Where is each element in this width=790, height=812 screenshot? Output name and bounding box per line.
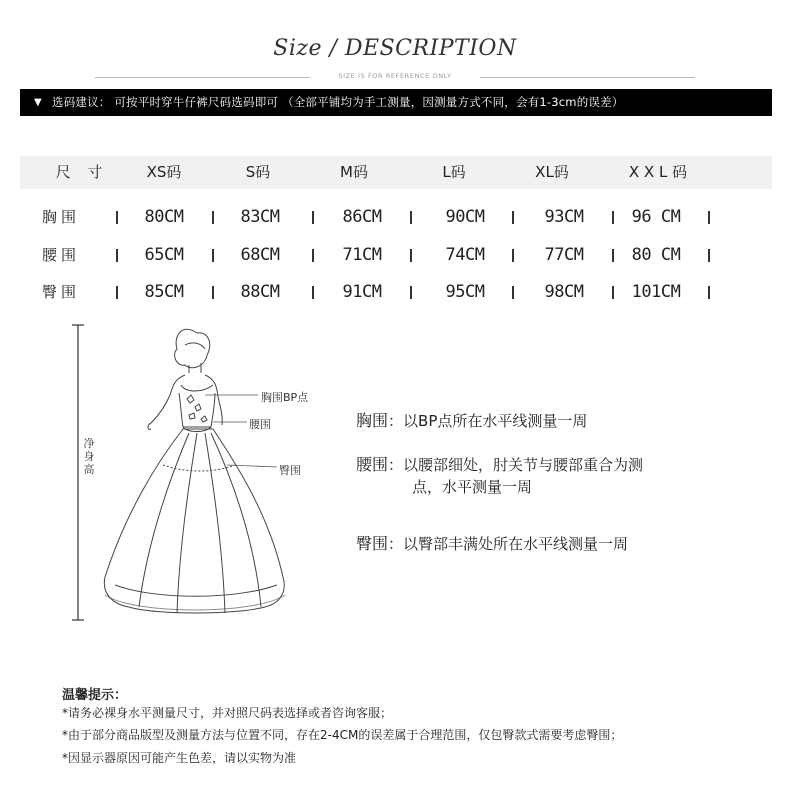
divider	[480, 77, 695, 78]
dress-figure-illustration	[55, 315, 355, 640]
measure-note-colon: ：	[388, 456, 404, 474]
waist-label: 腰围	[249, 418, 271, 431]
triangle-down-icon: ▼	[34, 97, 42, 108]
table-row-bust	[20, 202, 772, 232]
separator	[312, 286, 314, 299]
row-label: 腰围	[42, 246, 81, 264]
measure-note-text: 以臀部丰满处所在水平线测量一周	[403, 535, 629, 553]
table-cell: 80 CM	[631, 245, 681, 265]
measure-note-key: 臀围	[356, 534, 389, 553]
figure-skirt	[104, 429, 285, 613]
header-col-m: M码	[340, 163, 368, 181]
table-row-hip	[20, 277, 772, 307]
page-title: Size / DESCRIPTION	[273, 36, 517, 61]
separator	[116, 249, 118, 262]
separator	[116, 211, 118, 224]
tip-item: *由于部分商品版型及测量方法与位置不同，存在2-4CM的误差属于合理范围，仅包臀款式需要考虑臀围；	[62, 728, 623, 742]
measure-note-waist	[356, 454, 686, 498]
separator	[512, 249, 514, 262]
measure-note-colon: ：	[388, 412, 404, 430]
hip-label: 臀围	[279, 464, 301, 477]
header-col-xxl: X X L 码	[628, 163, 688, 181]
row-label: 胸围	[42, 208, 81, 226]
separator	[312, 211, 314, 224]
separator	[312, 249, 314, 262]
table-cell: 80CM	[144, 207, 184, 227]
header-label: 尺 寸	[55, 163, 109, 181]
table-cell: 83CM	[240, 207, 280, 227]
table-row-waist	[20, 240, 772, 270]
measure-note-text: 以BP点所在水平线测量一周	[403, 412, 588, 430]
measure-note-text: 以腰部细处，肘关节与腰部重合为测	[403, 456, 644, 474]
row-label: 臀围	[42, 283, 81, 301]
table-cell: 95CM	[445, 282, 485, 302]
height-label	[82, 437, 96, 476]
table-cell: 88CM	[240, 282, 280, 302]
height-label-char: 高	[83, 463, 95, 476]
separator	[708, 211, 710, 224]
table-cell: 86CM	[342, 207, 382, 227]
tips-title: 温馨提示：	[62, 688, 128, 703]
tip-item: *因显示器原因可能产生色差，请以实物为准	[62, 751, 297, 765]
header-col-xs: XS码	[146, 163, 182, 181]
measure-note-key: 腰围	[356, 455, 389, 474]
measure-note-text-line2: 点，水平测量一周	[412, 478, 533, 496]
bust-label: 胸围BP点	[261, 391, 309, 404]
measure-note-hip	[356, 533, 628, 555]
separator	[212, 249, 214, 262]
separator	[612, 249, 614, 262]
header-col-s: S码	[245, 163, 271, 181]
table-cell: 77CM	[544, 245, 584, 265]
subtitle	[95, 72, 695, 84]
table-cell: 68CM	[240, 245, 280, 265]
header-col-xl: XL码	[535, 163, 569, 181]
table-cell: 91CM	[342, 282, 382, 302]
notice-text: 选码建议： 可按平时穿牛仔裤尺码选码即可 （全部平铺均为手工测量，因测量方式不同，会有1-3cm的误差）	[52, 95, 624, 109]
height-label-char: 身	[83, 450, 95, 463]
table-cell: 71CM	[342, 245, 382, 265]
separator	[116, 286, 118, 299]
tip-item: *请务必裸身水平测量尺寸，并对照尺码表选择或者咨询客服；	[62, 706, 393, 720]
separator	[212, 211, 214, 224]
height-label-char: 净	[83, 437, 95, 450]
header-col-l: L码	[442, 163, 466, 181]
table-cell: 74CM	[445, 245, 485, 265]
separator	[612, 286, 614, 299]
table-cell: 65CM	[144, 245, 184, 265]
separator	[410, 249, 412, 262]
separator	[512, 211, 514, 224]
separator	[410, 286, 412, 299]
separator	[612, 211, 614, 224]
measure-note-bust	[356, 410, 587, 432]
subtitle-text: SIZE IS FOR REFERENCE ONLY	[338, 72, 452, 80]
separator	[708, 249, 710, 262]
table-cell: 96 CM	[631, 207, 681, 227]
table-cell: 101CM	[631, 282, 681, 302]
separator	[512, 286, 514, 299]
table-cell: 90CM	[445, 207, 485, 227]
separator	[410, 211, 412, 224]
notice-bar	[20, 89, 772, 116]
table-cell: 85CM	[144, 282, 184, 302]
figure-torso	[148, 375, 222, 432]
size-table-header	[20, 156, 772, 189]
table-cell: 93CM	[544, 207, 584, 227]
measure-note-colon: ：	[388, 535, 404, 553]
table-cell: 98CM	[544, 282, 584, 302]
separator	[708, 286, 710, 299]
figure-head	[175, 329, 210, 373]
separator	[212, 286, 214, 299]
measure-note-key: 胸围	[356, 411, 389, 430]
